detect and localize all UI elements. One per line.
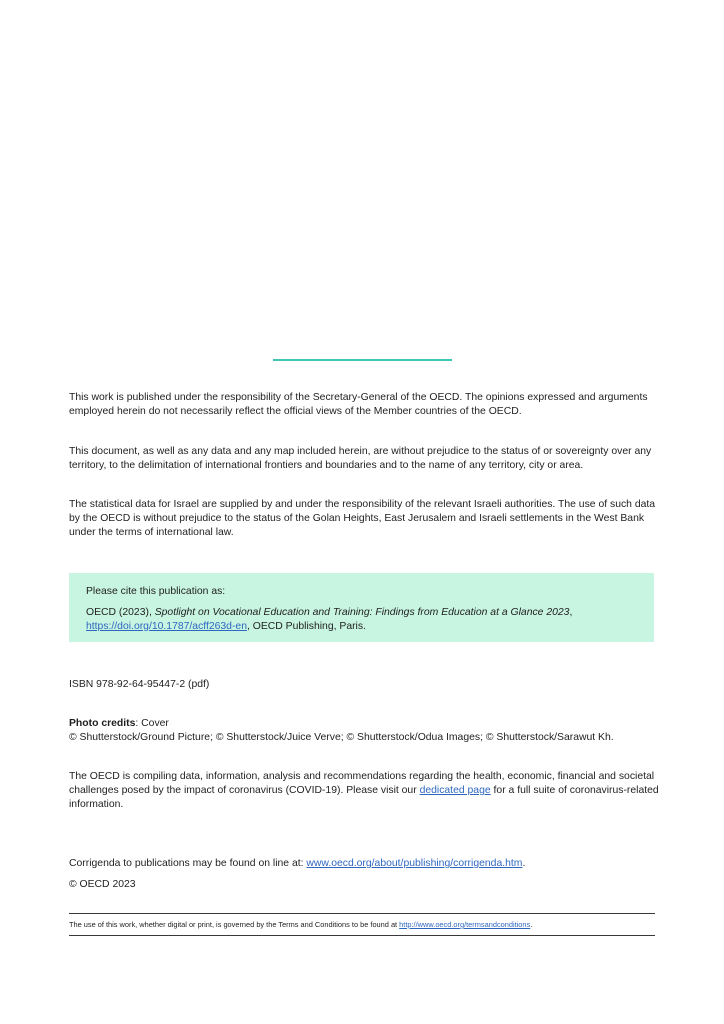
dedicated-page-link[interactable]: dedicated page bbox=[419, 785, 491, 796]
terms-bottom-rule bbox=[69, 935, 655, 936]
photo-credits-label: Photo credits bbox=[69, 718, 136, 729]
covid-paragraph bbox=[69, 770, 659, 812]
photo-credits-label-rest: : Cover bbox=[135, 718, 169, 729]
corrigenda-link[interactable]: www.oecd.org/about/publishing/corrigenda.htm bbox=[306, 858, 523, 869]
copyright-line: © OECD 2023 bbox=[69, 879, 136, 890]
citation-suffix: , OECD Publishing, Paris. bbox=[246, 621, 366, 632]
terms-line bbox=[69, 919, 659, 930]
citation-title: Spotlight on Vocational Education and Training: Findings from Education at a Glance 2023 bbox=[154, 607, 570, 618]
citation-doi-link[interactable]: https://doi.org/10.1787/acff263d-en bbox=[86, 621, 247, 632]
terms-top-rule bbox=[69, 913, 655, 914]
corrigenda-text: Corrigenda to publications may be found on line at: bbox=[69, 858, 307, 869]
photo-credits bbox=[69, 717, 659, 745]
isbn: ISBN 978-92-64-95447-2 (pdf) bbox=[69, 679, 210, 690]
responsibility-paragraph: This work is published under the responsibility of the Secretary-General of the OECD. The opinions expressed and arguments employed herein do not necessarily reflect the official views of the Member countries of the OECD. bbox=[69, 392, 648, 417]
territory-paragraph: This document, as well as any data and any map included herein, are without prejudice to the status of or sovereignty over any territory, to the delimitation of international frontiers and boundaries and to the name of any territory, city or area. bbox=[69, 446, 652, 471]
citation-box bbox=[69, 573, 654, 642]
terms-text: The use of this work, whether digital or print, is governed by the Terms and Conditions to be found at bbox=[69, 920, 400, 929]
israel-paragraph: The statistical data for Israel are supplied by and under the responsibility of the relevant Israeli authorities. The use of such data by the OECD is without prejudice to the status of the Golan Heights, East Jerusalem and Israeli settlements in the West Bank under the terms of international law. bbox=[69, 499, 656, 538]
covid-text-before: The OECD is compiling data, information, analysis and recommendations regarding the health, economic, financial and societal challenges posed by the impact of coronavirus (COVID-19). Please visit our bbox=[69, 771, 655, 796]
terms-link[interactable]: http://www.oecd.org/termsandconditions bbox=[399, 920, 531, 929]
covid-text-after: for a full suite of coronavirus-related information. bbox=[69, 785, 659, 810]
citation-comma: , bbox=[569, 607, 573, 618]
corrigenda-end: . bbox=[522, 858, 526, 869]
citation-label: Please cite this publication as: bbox=[86, 586, 226, 597]
decorative-rule bbox=[273, 359, 452, 361]
citation-prefix: OECD (2023), bbox=[86, 607, 155, 618]
corrigenda-line bbox=[69, 857, 659, 871]
terms-end: . bbox=[530, 920, 533, 929]
photo-credits-list: © Shutterstock/Ground Picture; © Shutterstock/Juice Verve; © Shutterstock/Odua Images; © Shutterstock/Sarawut Kh. bbox=[69, 732, 614, 743]
citation-text bbox=[86, 606, 638, 634]
